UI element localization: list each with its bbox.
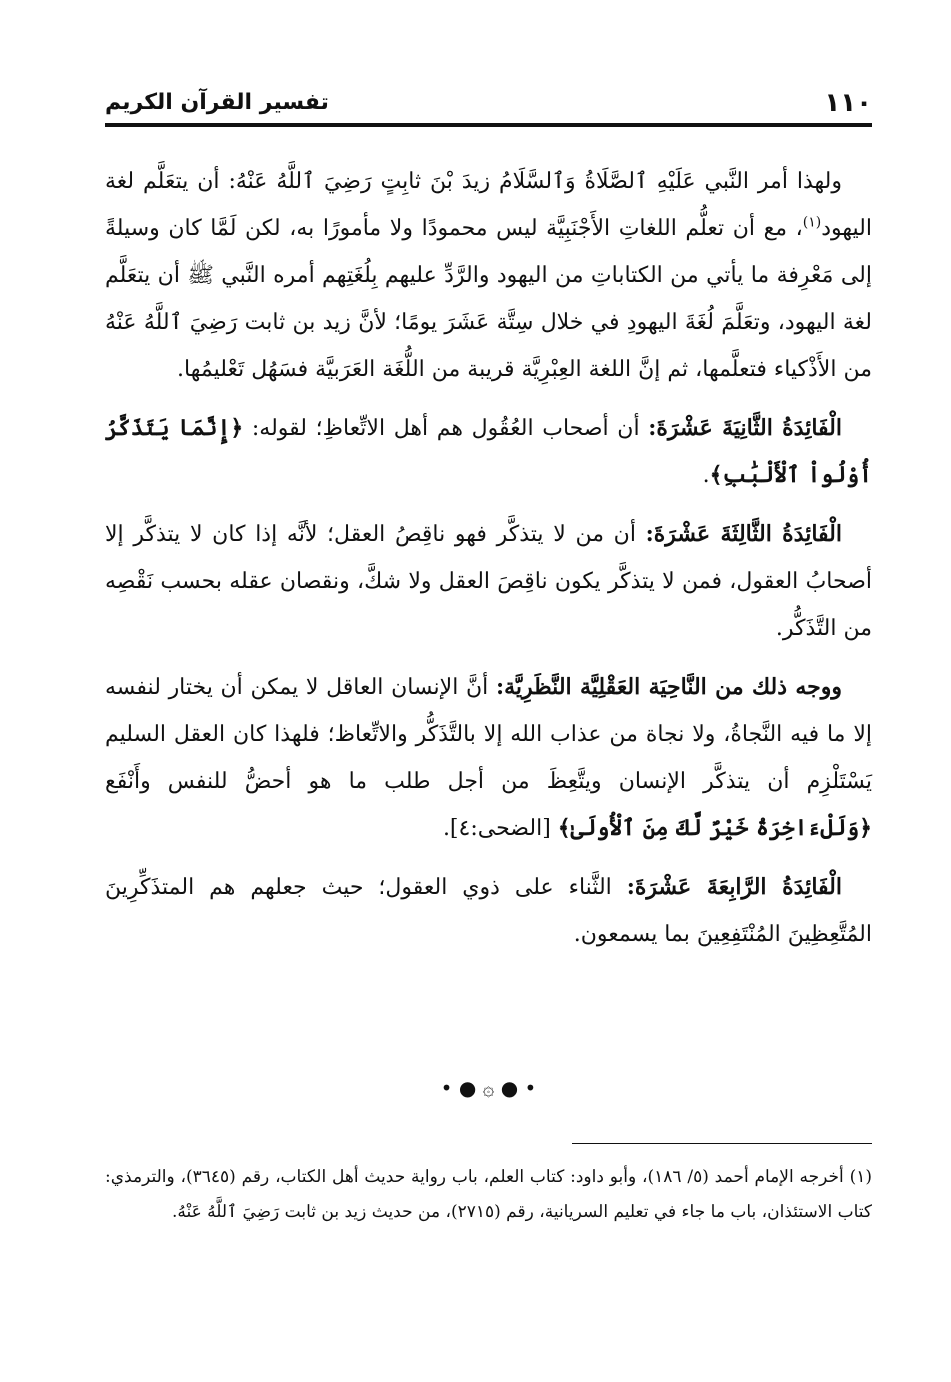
paragraph-text: ولهذا أمر النَّبي عَلَيْهِ ٱلصَّلَاةُ وَٱلسَّلَامُ زيدَ بْنَ ثابِتٍ رَضِيَ ٱللَّهُ عَنْهُ: أن يتعَلَّم لغة اليهود: [105, 169, 872, 241]
section-ornament: • ● ۞ ● •: [440, 1076, 537, 1100]
paragraph-text: أن من لا يتذكَّر فهو ناقِصُ العقل؛ لأنَّه إذا كان لا يتذكَّر إلا أصحابُ العقول، فمن لا يتذكَّر يكون ناقِصَ العقل ولا شكَّ، ونقصان عقله بحسب نَقْصِه من التَّذَكُّر.: [105, 522, 872, 641]
paragraph-text: أن أصحاب العُقُول هم أهل الاتِّعاظِ؛ لقوله:: [243, 416, 649, 441]
quran-quote: ﴿وَلَلْءَاخِرَةُ خَيْرٌ لَّكَ مِنَ ٱلْأُولَىٰ﴾: [557, 815, 872, 841]
header-rule: [105, 123, 872, 126]
quran-reference: [الضحى:٤].: [442, 816, 558, 841]
footnote-rule: [572, 1143, 872, 1144]
paragraph-text-after: .: [702, 463, 710, 488]
page-number: ١١٠: [824, 88, 872, 118]
paragraph-text: الثَّناء على ذوي العقول؛ حيث جعلهم هم المتذَكِّرِينَ المُتَّعِظِينَ المُنْتَفِعِينَ بما يسمعون.: [105, 875, 872, 947]
page-header: [105, 82, 872, 126]
paragraph-benefit-12: [105, 405, 872, 499]
benefit-heading: الْفَائِدَةُ الثَّالِثَةَ عَشْرَةَ:: [645, 521, 843, 547]
footnote: (١) أخرجه الإمام أحمد (٥/ ١٨٦)، وأبو داود: كتاب العلم، باب رواية حديث أهل الكتاب، رقم (٣٦٤٥)، والترمذي: كتاب الاستئذان، باب ما جاء في تعليم السريانية، رقم (٢٧١٥)، من حديث زيد بن ثابت رَضِيَ ٱللَّهُ عَنْهُ.: [105, 1167, 872, 1222]
paragraph-intro: [105, 158, 872, 393]
section-heading: ووجه ذلك من النَّاحِيَة العَقْلِيَّة النَّظَرِيَّة:: [495, 674, 842, 700]
paragraph-rational-aspect: [105, 664, 872, 852]
paragraph-benefit-13: [105, 511, 872, 652]
paragraph-text-continued: ، مع أن تعلُّم اللغاتِ الأَجْنَبِيَّة ليس محمودًا ولا مأمورًا به، لكن لَمَّا كان وسيلةً إلى مَعْرِفة ما يأتي من الكتاباتِ من اليهود والرَّدِّ عليهم بِلُغَتِهم أمره النَّبي ﷺ أن يتعَلَّم لغة اليهود، وتعَلَّمَ لُغَةَ اليهودِ في خلال سِتَّة عَشَرَ يومًا؛ لأنَّ زيد بن ثابت رَضِيَ ٱللَّهُ عَنْهُ من الأَذْكياء فتعلَّمها، ثم إنَّ اللغة العِبْرِيَّة قريبة من اللُّغَة العَرَبيَّة فسَهُل تَعْليمُها.: [105, 216, 872, 382]
quran-quote: ﴿إِنَّمَا يَتَذَكَّرُ أُوْلُواْ ٱلْأَلْبَٰبِ﴾: [105, 415, 872, 488]
main-text: [105, 158, 872, 970]
footnote-ref: (١): [802, 214, 822, 231]
benefit-heading: الْفَائِدَةُ الثَّانِيَةَ عَشْرَةَ:: [648, 415, 842, 441]
paragraph-text: أنَّ الإنسان العاقل لا يمكن أن يختار لنفسه إلا ما فيه النَّجاةُ، ولا نجاة من عذاب الله إلا بالتَّذَكُّر والاتِّعاظ؛ فلهذا كان العقل السليم يَسْتَلْزِم أن يتذكَّر الإنسان ويتَّعِظَ من أجل طلب ما هو أحضُّ للنفس وأَنْفَع: [105, 675, 872, 794]
running-title: تفسير القرآن الكريم: [105, 90, 329, 115]
benefit-heading: الْفَائِدَةُ الرَّابِعَةَ عَشْرَةَ:: [626, 874, 842, 900]
paragraph-benefit-14: [105, 864, 872, 958]
